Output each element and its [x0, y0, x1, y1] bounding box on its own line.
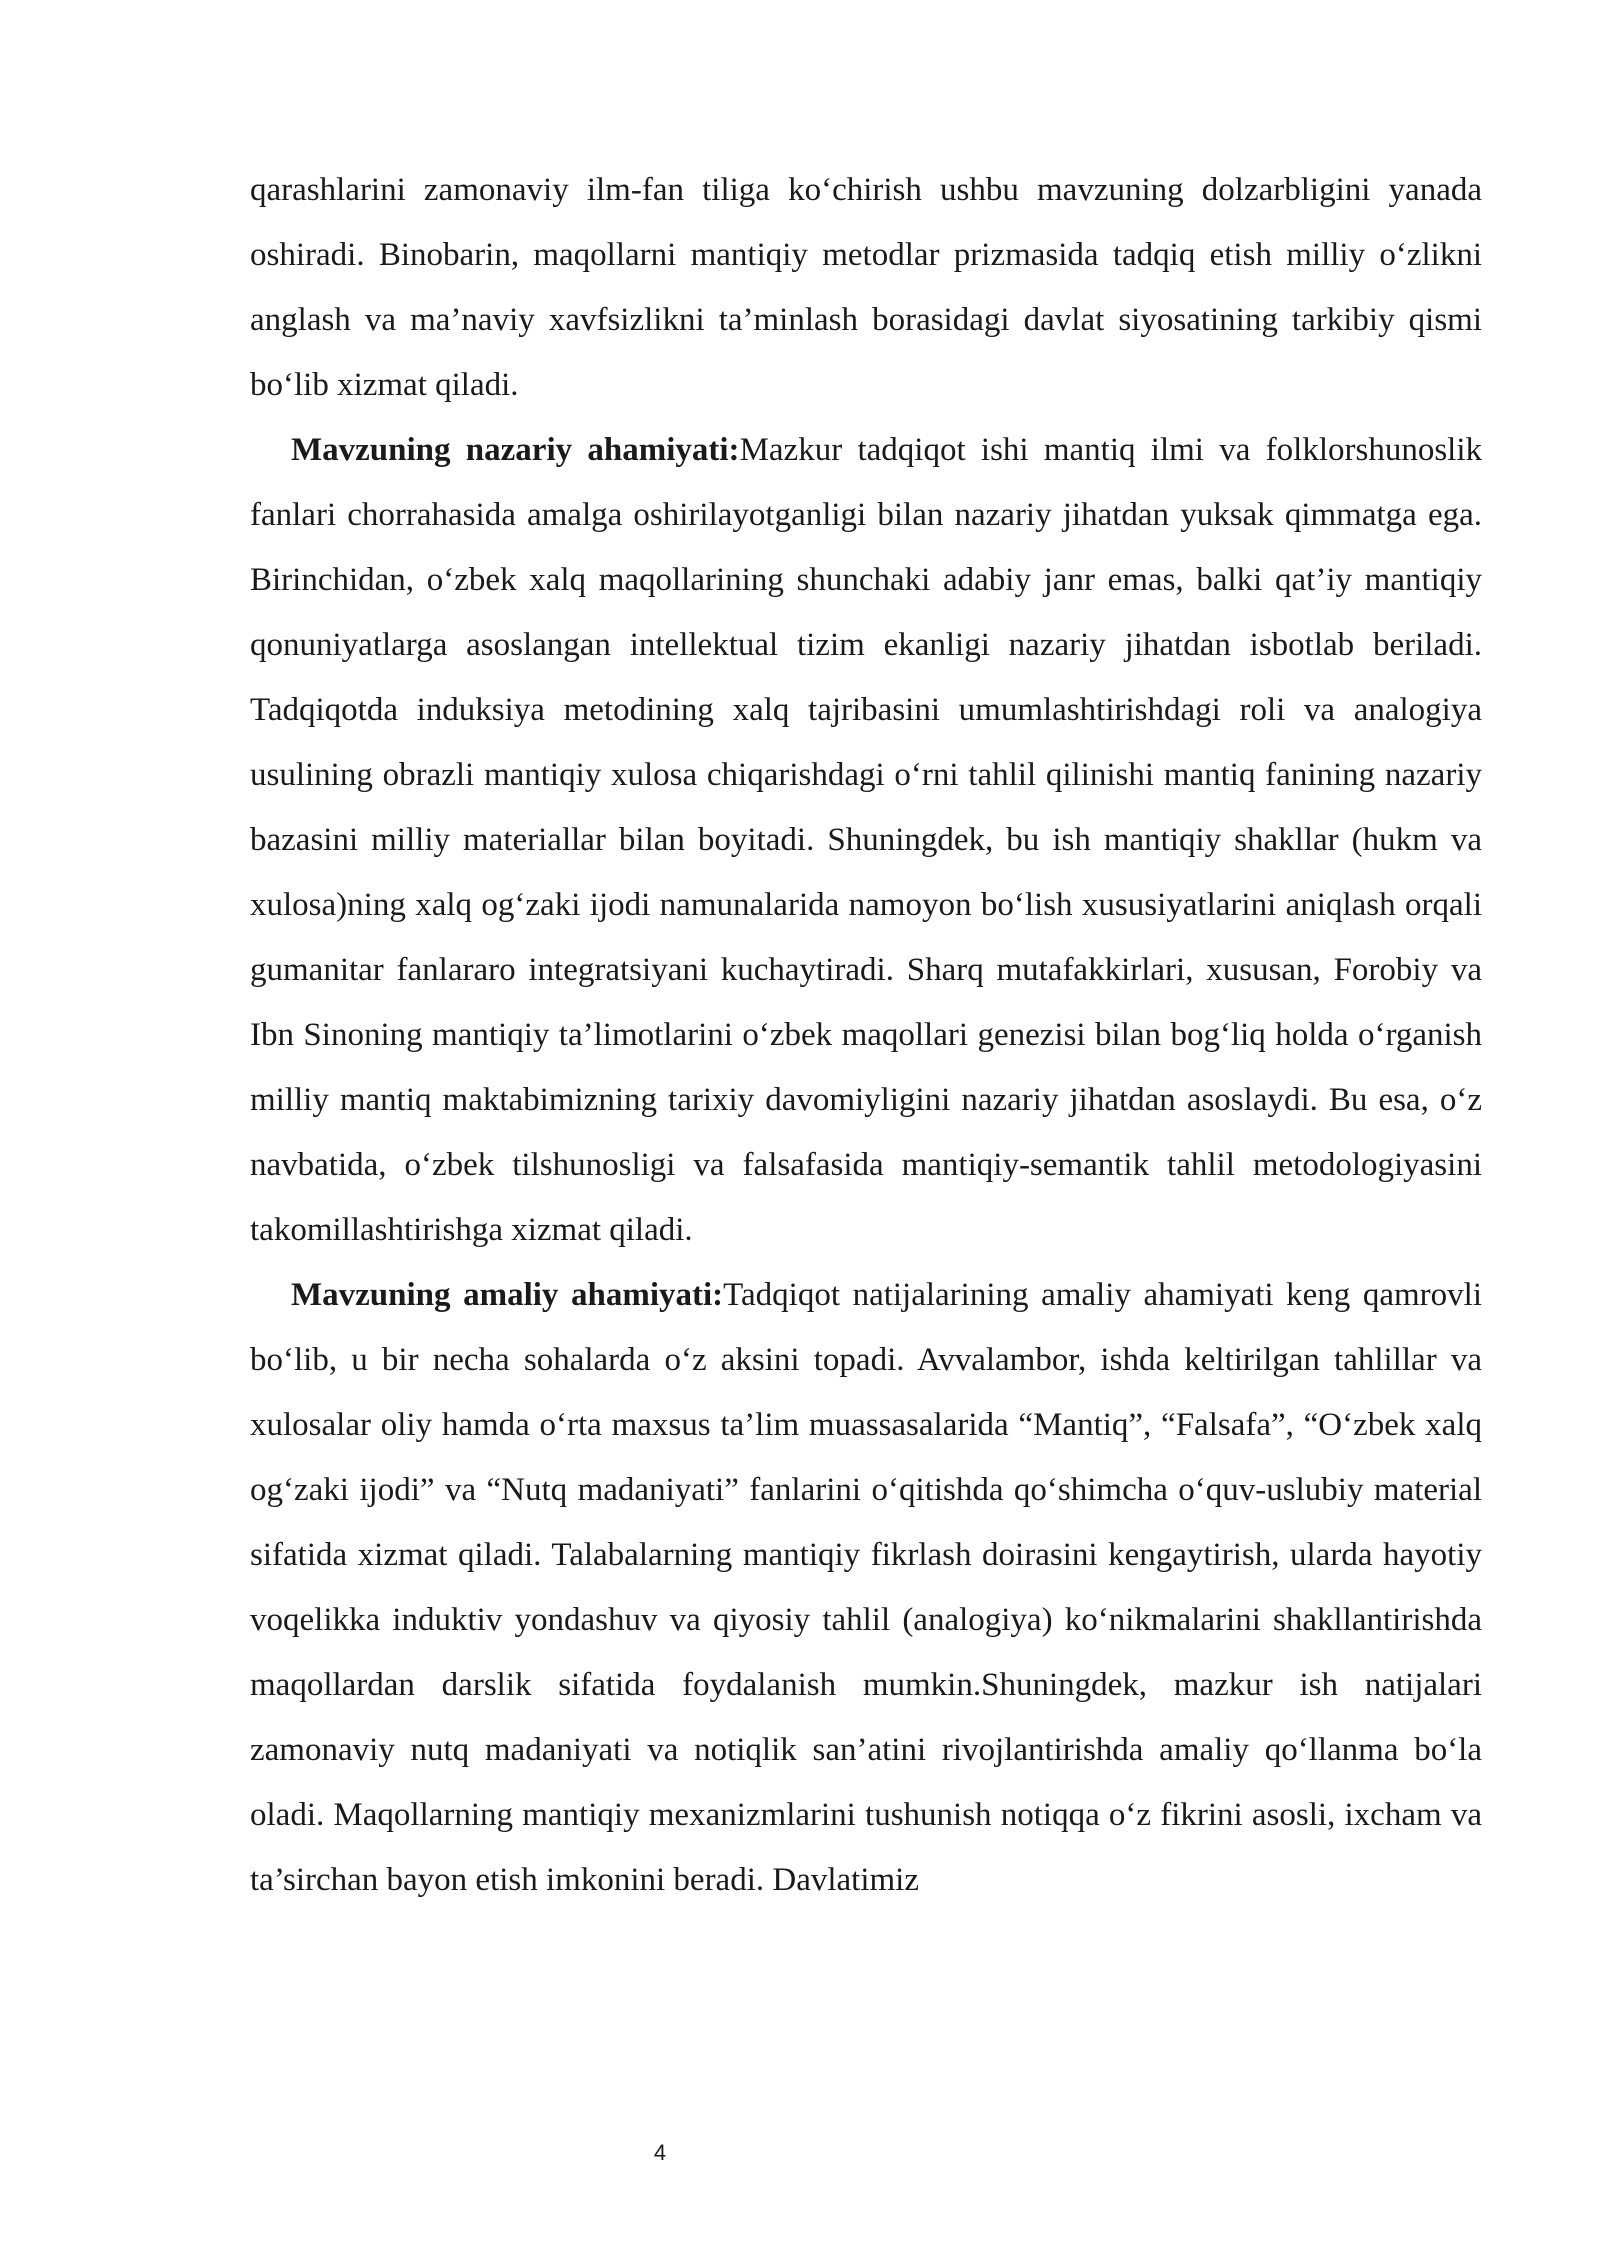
paragraph-text: Tadqiqot natijalarining amaliy ahamiyati keng qamrovli bo‘lib, u bir necha sohalarda o‘z aksini topadi. Avvalambor, ishda keltirilgan tahlillar va xulosalar oliy hamda o‘rta maxsus ta’lim muassasalarida “Mantiq”, “Falsafa”, “O‘zbek xalq og‘zaki ijodi” va “Nutq madaniyati” fanlarini o‘qitishda qo‘shimcha o‘quv-uslubiy material sifatida xizmat qiladi. Talabalarning mantiqiy fikrlash doirasini kengaytirish, ularda hayotiy voqelikka induktiv yondashuv va qiyosiy tahlil (analogiya) ko‘nikmalarini shakllantirishda maqollardan darslik sifatida foydalanish mumkin.Shuningdek, mazkur ish natijalari zamonaviy nutq madaniyati va notiqlik san’atini rivojlantirishda amaliy qo‘llanma bo‘la oladi. Maqollarning mantiqiy mexanizmlarini tushunish notiqqa o‘z fikrini asosli, ixcham va ta’sirchan bayon etish imkonini beradi. Davlatimiz [250, 1277, 1482, 1898]
document-body [250, 158, 1482, 1913]
paragraph-text: Mazkur tadqiqot ishi mantiq ilmi va folklorshunoslik fanlari chorrahasida amalga oshirilayotganligi bilan nazariy jihatdan yuksak qimmatga ega. Birinchidan, o‘zbek xalq maqollarining shunchaki adabiy janr emas, balki qat’iy mantiqiy qonuniyatlarga asoslangan intellektual tizim ekanligi nazariy jihatdan isbotlab beriladi. Tadqiqotda induksiya metodining xalq tajribasini umumlashtirishdagi roli va analogiya usulining obrazli mantiqiy xulosa chiqarishdagi o‘rni tahlil qilinishi mantiq fanining nazariy bazasini milliy materiallar bilan boyitadi. Shuningdek, bu ish mantiqiy shakllar (hukm va xulosa)ning xalq og‘zaki ijodi namunalarida namoyon bo‘lish xususiyatlarini aniqlash orqali gumanitar fanlararo integratsiyani kuchaytiradi. Sharq mutafakkirlari, xususan, Forobiy va Ibn Sinoning mantiqiy ta’limotlarini o‘zbek maqollari genezisi bilan bog‘liq holda o‘rganish milliy mantiq maktabimizning tarixiy davomiyligini nazariy jihatdan asoslaydi. Bu esa, o‘z navbatida, o‘zbek tilshunosligi va falsafasida mantiqiy-semantik tahlil metodologiyasini takomillashtirishga xizmat qiladi. [250, 432, 1482, 1248]
paragraph-text: qarashlarini zamonaviy ilm-fan tiliga ko‘chirish ushbu mavzuning dolzarbligini yanada oshiradi. Binobarin, maqollarni mantiqiy metodlar prizmasida tadqiq etish milliy o‘zlikni anglash va ma’naviy xavfsizlikni ta’minlash borasidagi davlat siyosatining tarkibiy qismi bo‘lib xizmat qiladi. [250, 172, 1482, 403]
paragraph-theoretical-significance [250, 418, 1482, 1263]
paragraph-intro-continuation [250, 158, 1482, 418]
page-number: 4 [653, 2140, 667, 2165]
section-heading-theoretical: Mavzuning nazariy ahamiyati: [291, 432, 740, 468]
paragraph-practical-significance [250, 1263, 1482, 1913]
section-heading-practical: Mavzuning amaliy ahamiyati: [291, 1277, 724, 1313]
